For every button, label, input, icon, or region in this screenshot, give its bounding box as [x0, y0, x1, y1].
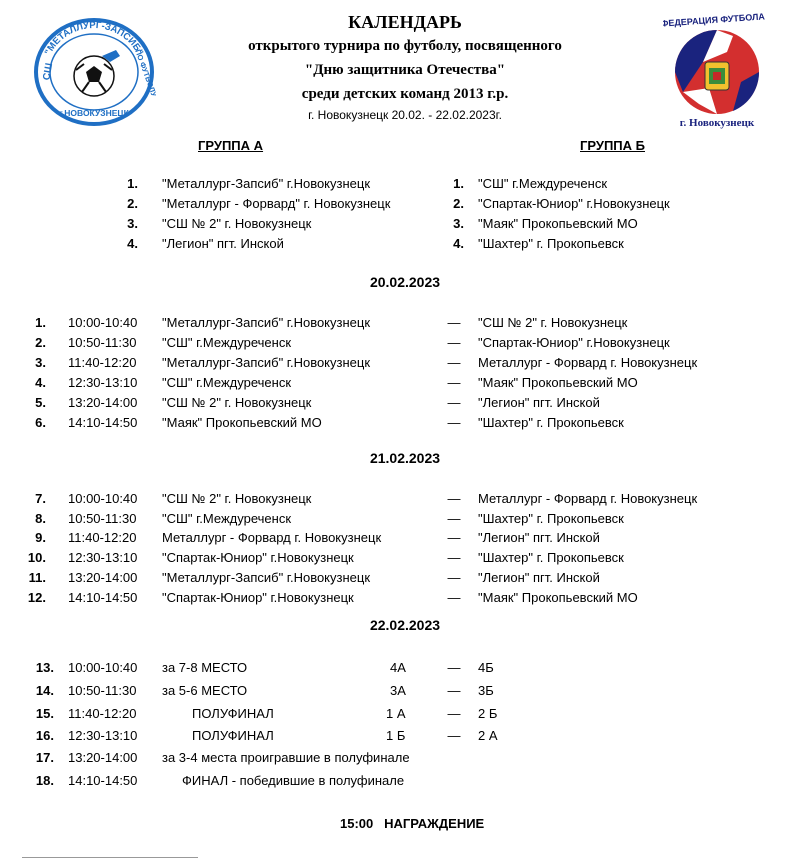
- match-time: 11:40-12:20: [68, 706, 137, 721]
- match-left-slot: 1 Б: [386, 728, 406, 743]
- match-time: 10:50-11:30: [68, 683, 137, 698]
- match-time: 14:10-14:50: [68, 415, 138, 430]
- match-dash: —: [447, 590, 461, 605]
- subtitle-line-3: среди детских команд 2013 г.р.: [301, 86, 509, 102]
- match-row: [0, 373, 810, 393]
- match-row: [0, 704, 810, 724]
- match-description: за 5-6 МЕСТО: [162, 683, 248, 698]
- match-row: [0, 658, 810, 678]
- match-time: 14:10-14:50: [68, 590, 138, 605]
- group-a-team-number: 2.: [127, 196, 138, 211]
- match-description: за 3-4 места проигравшие в полуфинале: [162, 750, 410, 765]
- match-right-slot: 3Б: [478, 683, 494, 698]
- match-description: ФИНАЛ - победившие в полуфинале: [182, 773, 405, 788]
- match-away-team: "СШ № 2" г. Новокузнецк: [478, 315, 628, 330]
- awarding-ceremony: 15:00 НАГРАЖДЕНИЕ: [340, 816, 485, 831]
- group-b-team-name: "Маяк" Прокопьевский МО: [478, 216, 638, 231]
- match-left-slot: 1 А: [386, 706, 406, 721]
- club-logo-right-text: ПО ФУТБОЛУ: [133, 48, 156, 98]
- group-a-title: ГРУППА А: [198, 138, 264, 153]
- group-b-team-number: 3.: [453, 216, 464, 231]
- match-time: 10:50-11:30: [68, 511, 137, 526]
- match-home-team: "Спартак-Юниор" г.Новокузнецк: [162, 550, 354, 565]
- group-row: [0, 214, 810, 234]
- match-home-team: "Металлург-Запсиб" г.Новокузнецк: [162, 570, 371, 585]
- match-dash: —: [447, 660, 461, 675]
- match-home-team: "Спартак-Юниор" г.Новокузнецк: [162, 590, 354, 605]
- match-dash: —: [447, 415, 461, 430]
- match-away-team: "Маяк" Прокопьевский МО: [478, 375, 638, 390]
- match-row: [0, 771, 810, 791]
- match-row: [0, 681, 810, 701]
- match-description: за 7-8 МЕСТО: [162, 660, 248, 675]
- match-dash: —: [447, 395, 461, 410]
- match-number: 1.: [35, 315, 46, 330]
- club-logo-top-text: "МЕТАЛЛУРГ-ЗАПСИБ": [42, 19, 146, 58]
- match-home-team: "СШ № 2" г. Новокузнецк: [162, 395, 312, 410]
- match-time: 12:30-13:10: [68, 375, 138, 390]
- group-b-team-name: "Шахтер" г. Прокопьевск: [478, 236, 624, 251]
- group-a-team-name: "Легион" пгт. Инской: [162, 236, 284, 251]
- match-time: 10:50-11:30: [68, 335, 137, 350]
- group-b-team-number: 1.: [453, 176, 464, 191]
- match-number: 4.: [35, 375, 46, 390]
- match-dash: —: [447, 570, 461, 585]
- match-number: 9.: [35, 530, 46, 545]
- group-b-team-name: "СШ" г.Междуреченск: [478, 176, 608, 191]
- match-dash: —: [447, 683, 461, 698]
- club-logo-left-text: СШ: [41, 62, 56, 82]
- match-away-team: "Шахтер" г. Прокопьевск: [478, 511, 624, 526]
- group-b-team-name: "Спартак-Юниор" г.Новокузнецк: [478, 196, 670, 211]
- match-time: 11:40-12:20: [68, 355, 137, 370]
- match-number: 5.: [35, 395, 46, 410]
- match-time: 10:00-10:40: [68, 491, 138, 506]
- match-row: [0, 568, 810, 588]
- page-title: КАЛЕНДАРЬ: [348, 12, 462, 32]
- match-away-team: "Шахтер" г. Прокопьевск: [478, 415, 624, 430]
- match-dash: —: [447, 550, 461, 565]
- match-number: 13.: [35, 660, 54, 675]
- match-dash: —: [447, 315, 461, 330]
- group-a-team-name: "Металлург - Форвард" г. Новокузнецк: [162, 196, 391, 211]
- group-a-team-number: 1.: [127, 176, 138, 191]
- match-row: [0, 588, 810, 608]
- match-row: [0, 509, 810, 529]
- match-dash: —: [447, 728, 461, 743]
- match-home-team: "СШ" г.Междуреченск: [162, 375, 292, 390]
- day-date: 21.02.2023: [369, 450, 441, 466]
- match-row: [0, 333, 810, 353]
- match-row: [0, 413, 810, 433]
- match-dash: —: [447, 491, 461, 506]
- match-description: ПОЛУФИНАЛ: [192, 706, 274, 721]
- match-number: 3.: [35, 355, 46, 370]
- place-and-dates: г. Новокузнецк 20.02. - 22.02.2023г.: [308, 108, 502, 122]
- match-home-team: "Металлург-Запсиб" г.Новокузнецк: [162, 315, 371, 330]
- match-time: 11:40-12:20: [68, 530, 137, 545]
- match-right-slot: 2 А: [478, 728, 498, 743]
- match-number: 2.: [35, 335, 46, 350]
- match-left-slot: 4А: [390, 660, 406, 675]
- match-number: 7.: [35, 491, 46, 506]
- federation-logo-top-text: ФЕДЕРАЦИЯ ФУТБОЛА: [663, 12, 766, 29]
- match-home-team: "СШ" г.Междуреченск: [162, 335, 292, 350]
- day-date: 22.02.2023: [369, 617, 441, 633]
- group-a-team-number: 4.: [127, 236, 138, 251]
- match-number: 16.: [35, 728, 54, 743]
- match-dash: —: [447, 355, 461, 370]
- match-away-team: "Спартак-Юниор" г.Новокузнецк: [478, 335, 670, 350]
- match-away-team: "Маяк" Прокопьевский МО: [478, 590, 638, 605]
- match-number: 14.: [35, 683, 54, 698]
- subtitle-line-1: открытого турнира по футболу, посвященного: [248, 38, 562, 54]
- match-dash: —: [447, 706, 461, 721]
- match-number: 6.: [35, 415, 46, 430]
- group-a-team-name: "СШ № 2" г. Новокузнецк: [162, 216, 312, 231]
- match-home-team: "СШ № 2" г. Новокузнецк: [162, 491, 312, 506]
- match-number: 18.: [35, 773, 54, 788]
- match-time: 10:00-10:40: [68, 315, 138, 330]
- group-b-team-number: 2.: [453, 196, 464, 211]
- match-row: [0, 548, 810, 568]
- day-date: 20.02.2023: [369, 274, 441, 290]
- match-row: [0, 528, 810, 548]
- group-row: [0, 234, 810, 254]
- match-row: [0, 313, 810, 333]
- match-time: 13:20-14:00: [68, 395, 138, 410]
- match-away-team: Металлург - Форвард г. Новокузнецк: [478, 491, 698, 506]
- match-left-slot: 3А: [390, 683, 406, 698]
- match-away-team: "Легион" пгт. Инской: [478, 570, 600, 585]
- group-b-title: ГРУППА Б: [580, 138, 645, 153]
- match-time: 10:00-10:40: [68, 660, 138, 675]
- match-description: ПОЛУФИНАЛ: [192, 728, 274, 743]
- match-dash: —: [447, 375, 461, 390]
- match-dash: —: [447, 335, 461, 350]
- footer-divider: [22, 857, 198, 858]
- group-row: [0, 194, 810, 214]
- match-time: 12:30-13:10: [68, 728, 138, 743]
- match-home-team: "СШ" г.Междуреченск: [162, 511, 292, 526]
- group-b-team-number: 4.: [453, 236, 464, 251]
- match-away-team: Металлург - Форвард г. Новокузнецк: [478, 355, 698, 370]
- match-away-team: "Легион" пгт. Инской: [478, 395, 600, 410]
- match-home-team: "Маяк" Прокопьевский МО: [162, 415, 322, 430]
- match-number: 8.: [35, 511, 46, 526]
- match-dash: —: [447, 530, 461, 545]
- match-number: 10.: [27, 550, 46, 565]
- match-away-team: "Шахтер" г. Прокопьевск: [478, 550, 624, 565]
- match-row: [0, 393, 810, 413]
- match-dash: —: [447, 511, 461, 526]
- match-time: 13:20-14:00: [68, 570, 138, 585]
- match-number: 15.: [35, 706, 54, 721]
- match-right-slot: 2 Б: [478, 706, 498, 721]
- match-row: [0, 489, 810, 509]
- group-a-team-name: "Металлург-Запсиб" г.Новокузнецк: [162, 176, 371, 191]
- match-number: 11.: [28, 570, 46, 585]
- match-number: 17.: [35, 750, 54, 765]
- match-row: [0, 726, 810, 746]
- club-logo-bottom-text: г.НОВОКУЗНЕЦК: [59, 108, 129, 118]
- match-number: 12.: [27, 590, 46, 605]
- match-away-team: "Легион" пгт. Инской: [478, 530, 600, 545]
- match-home-team: Металлург - Форвард г. Новокузнецк: [162, 530, 382, 545]
- match-time: 12:30-13:10: [68, 550, 138, 565]
- match-time: 14:10-14:50: [68, 773, 138, 788]
- federation-logo-bottom-text: г. Новокузнецк: [679, 117, 755, 129]
- match-home-team: "Металлург-Запсиб" г.Новокузнецк: [162, 355, 371, 370]
- match-right-slot: 4Б: [478, 660, 494, 675]
- group-a-team-number: 3.: [127, 216, 138, 231]
- match-row: [0, 353, 810, 373]
- match-row: [0, 748, 810, 768]
- subtitle-line-2: "Дню защитника Отечества": [304, 62, 506, 78]
- group-row: [0, 174, 810, 194]
- match-time: 13:20-14:00: [68, 750, 138, 765]
